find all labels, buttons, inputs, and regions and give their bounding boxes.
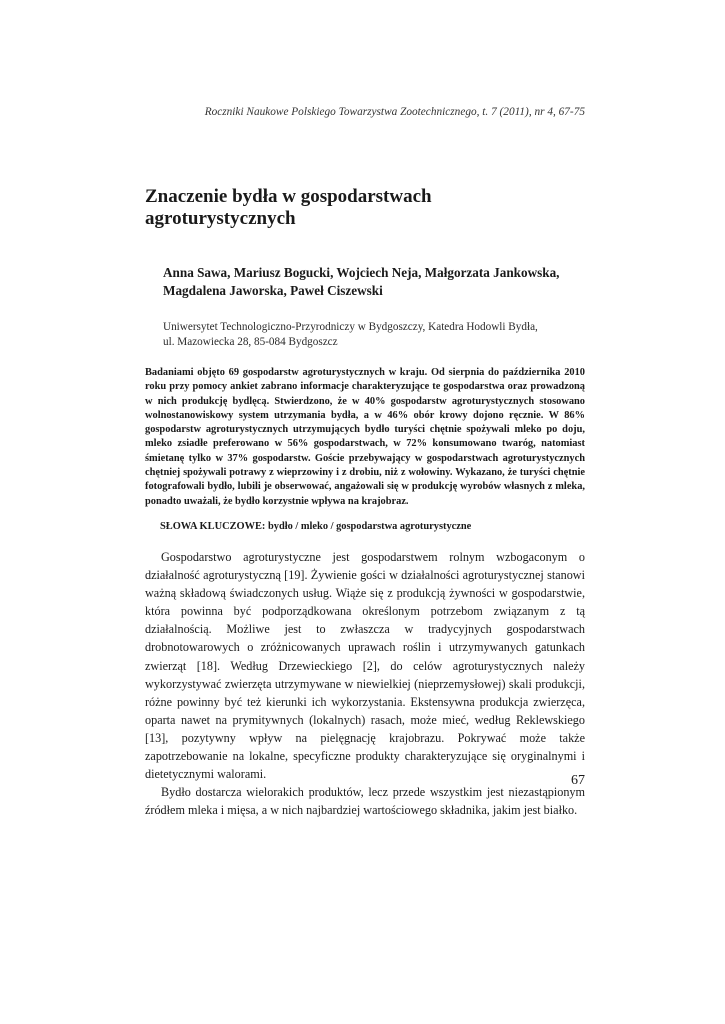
paragraph: Bydło dostarcza wielorakich produktów, lecz przede wszystkim jest niezastąpionym źródłem mleka i mięsa, a w nich najbardziej wartościowego składnika, jakim jest białko.	[145, 785, 585, 818]
keywords: SŁOWA KLUCZOWE: bydło / mleko / gospodarstwa agroturystyczne	[160, 521, 472, 532]
authors: Anna Sawa, Mariusz Bogucki, Wojciech Neja, Małgorzata Jankowska, Magdalena Jaworska, Paweł Ciszewski	[163, 265, 560, 298]
journal-header: Roczniki Naukowe Polskiego Towarzystwa Zootechnicznego, t. 7 (2011), nr 4, 67-75	[204, 106, 585, 118]
article-title: Znaczenie bydła w gospodarstwach agroturystycznych	[145, 186, 432, 229]
affiliation-line: ul. Mazowiecka 28, 85-084 Bydgoszcz	[163, 335, 338, 348]
body-text	[145, 548, 585, 819]
affiliation	[163, 320, 583, 349]
page-number: 67	[571, 773, 585, 788]
affiliation-line: Uniwersytet Technologiczno-Przyrodniczy w Bydgoszczy, Katedra Hodowli Bydła,	[163, 321, 538, 333]
paragraph: Gospodarstwo agroturystyczne jest gospodarstwem rolnym wzbogaconym o działalność agroturystyczną [19]. Żywienie gości w działalności agroturystycznej stanowi ważną składową świadczonych usług. Wiąże się z produkcją żywności w gospodarstwie, która powinna być podporządkowana określonym potrzebom związanym z tą działalnością. Możliwe jest to zwłaszcza w tradycyjnych gospodarstwach drobnotowarowych o zróżnicowanych uprawach roślin i utrzymywanych gatunkach zwierząt [18]. Według Drzewieckiego [2], do celów agroturystycznych należy wykorzystywać zwierzęta utrzymywane w niewielkiej (nieprzemysłowej) skali produkcji, różne powinny być też kierunki ich wykorzystania. Ekstensywna produkcja zwierzęca, oparta nawet na prymitywnych (lokalnych) rasach, może mieć, według Reklewskiego [13], pozytywny wpływ na pielęgnację krajobrazu. Pokrywać może także zapotrzebowanie na lokalne, specyficzne produkty charakteryzujące się oryginalnymi i dietetycznymi walorami.	[145, 550, 585, 782]
abstract: Badaniami objęto 69 gospodarstw agroturystycznych w kraju. Od sierpnia do października 2010 roku przy pomocy ankiet zabrano informacje charakteryzujące te gospodarstwa oraz prowadzoną w nich produkcję bydlęcą. Stwierdzono, że w 40% gospodarstw agroturystycznych stosowano wolnostanowiskowy system utrzymania bydła, a w 46% obór krowy dojono ręcznie. W 86% gospodarstw agroturystycznych utrzymujących bydło turyści chętnie spożywali mleko po doju, mleko zsiadłe preferowano w 56% gospodarstwach, w 72% konsumowano twaróg, natomiast śmietanę tylko w 37% gospodarstw. Goście przebywający w gospodarstwach agroturystycznych chętniej spożywali potrawy z wieprzowiny i z drobiu, niż z wołowiny. Wykazano, że turyści chętnie fotografowali bydło, lubili je obserwować, angażowali się w produkcję wyrobów własnych z mleka, ponadto uważali, że bydło korzystnie wpływa na krajobraz.	[145, 367, 585, 507]
